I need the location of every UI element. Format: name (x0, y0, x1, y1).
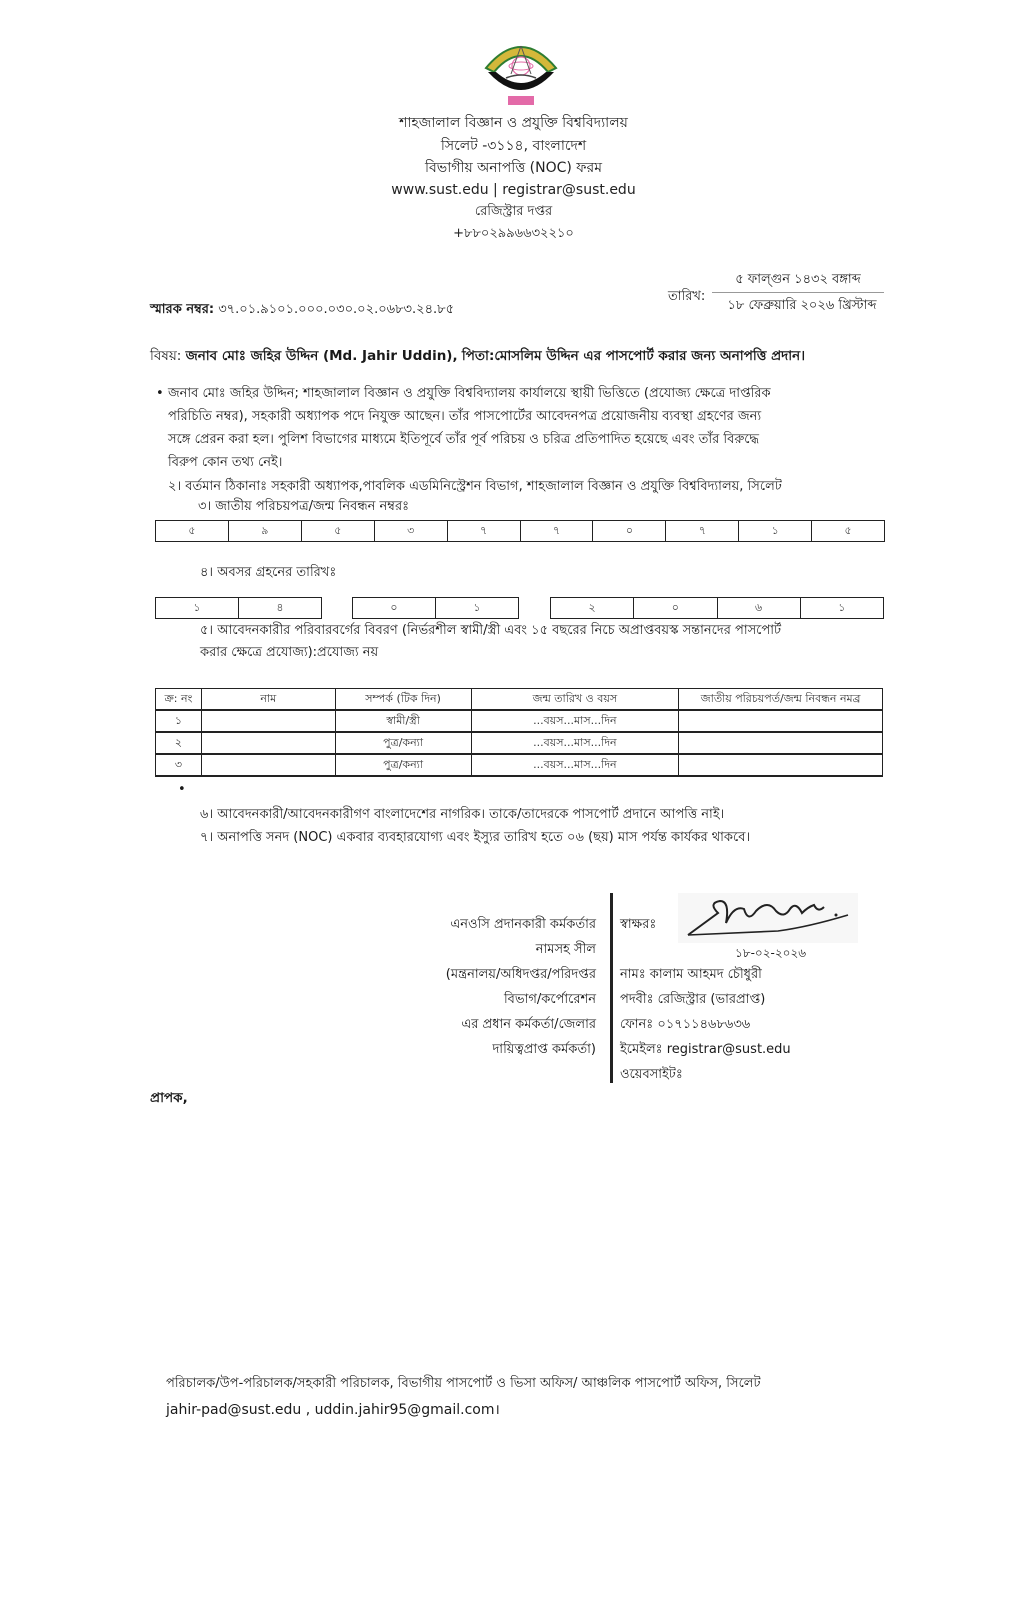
cell-dob: ...বয়স...মাস...দিন (471, 732, 679, 754)
seal-line: এর প্রধান কর্মকর্তা/জেলার (461, 1017, 596, 1032)
cell-relation: পুত্র/কন্যা (335, 732, 471, 754)
retire-year-digit: ০ (634, 598, 717, 618)
subject-rest: পিতা:মোসলিম উদ্দিন এর পাসপোর্ট করার জন্য অনাপত্তি প্রদান। (461, 348, 806, 364)
retire-month-digit: ০ (353, 598, 436, 618)
retire-day-digit: ১ (156, 598, 239, 618)
cell-serial: ৩ (156, 754, 202, 776)
table-row (156, 732, 883, 754)
bullet-icon: • (156, 386, 164, 401)
retirement-month-boxes (352, 597, 519, 619)
nid-digit: ০ (593, 521, 666, 541)
item-6-citizenship: ৬। আবেদনকারী/আবেদনকারীগণ বাংলাদেশের নাগরিক। তাকে/তাদেরকে পাসপোর্ট প্রদানে আপত্তি নাই। (200, 807, 725, 822)
paragraph-1-line: পরিচিতি নম্বর), সহকারী অধ্যাপক পদে নিযুক্ত আছেন। তাঁর পাসপোর্টের আবেদনপত্র প্রয়োজনীয় ব্যবস্থা গ্রহণের জন্য (168, 409, 762, 424)
seal-line: দায়িত্বপ্রাপ্ত কর্মকর্তা) (492, 1042, 596, 1057)
subject-label: বিষয়: (150, 348, 182, 364)
memo-number (150, 300, 454, 321)
nid-digit: ৭ (666, 521, 739, 541)
retire-day-digit: ৪ (276, 601, 284, 614)
seal-line: (মন্ত্রনালয়/অধিদপ্তর/পরিদপ্তর (445, 967, 596, 982)
retire-year-digit: ৬ (718, 598, 801, 618)
signatory-designation: পদবীঃ রেজিস্ট্রার (ভারপ্রাপ্ত) (620, 992, 766, 1007)
university-address: সিলেট -৩১১৪, বাংলাদেশ (440, 138, 587, 154)
office-phone: +৮৮০২৯৯৬৬৩২২১০ (453, 226, 574, 241)
nid-digit: ৫ (844, 524, 852, 537)
nid-number-boxes (155, 520, 885, 542)
issuing-officer-seal-label (400, 912, 596, 1062)
seal-line: বিভাগ/কর্পোরেশন (503, 992, 596, 1007)
seal-line: এনওসি প্রদানকারী কর্মকর্তার (450, 917, 596, 932)
item-4-retirement-label: ৪। অবসর গ্রহনের তারিখঃ (200, 565, 337, 580)
table-header-row (156, 689, 883, 711)
paragraph-1-line: বিরুপ কোন তথ্য নেই। (168, 455, 283, 470)
cell-name[interactable] (201, 710, 335, 732)
retirement-day-boxes (155, 597, 322, 619)
retire-year-digit: ১ (838, 601, 846, 614)
col-header-name: নাম (201, 689, 335, 711)
table-row (156, 754, 883, 776)
memo-label: স্মারক নম্বর: (150, 302, 215, 317)
paragraph-1 (156, 383, 888, 406)
signatory-email[interactable]: ইমেইলঃ registrar@sust.edu (620, 1042, 791, 1057)
recipient-office: পরিচালক/উপ-পরিচালক/সহকারী পরিচালক, বিভাগীয় পাসপোর্ট ও ভিসা অফিস/ আঞ্চলিক পাসপোর্ট অফিস, সিলেট (166, 1376, 761, 1391)
form-title: বিভাগীয় অনাপত্তি (NOC) ফরম (424, 160, 603, 176)
date-gregorian: ১৮ ফেব্রুয়ারি ২০২৬ খ্রিস্টাব্দ (727, 298, 877, 313)
cell-relation: স্বামী/স্ত্রী (335, 710, 471, 732)
signature-divider (610, 893, 613, 1083)
table-row (156, 710, 883, 732)
item-7-validity: ৭। অনাপত্তি সনদ (NOC) একবার ব্যবহারযোগ্য এবং ইস্যুর তারিখ হতে ০৬ (ছয়) মাস পর্যন্ত কার্যকর থাকবে। (200, 830, 751, 845)
university-name: শাহজালাল বিজ্ঞান ও প্রযুক্তি বিশ্ববিদ্যালয় (399, 115, 628, 131)
cell-name[interactable] (201, 754, 335, 776)
signature-label: স্বাক্ষরঃ (620, 917, 657, 932)
bullet-icon: • (178, 782, 186, 797)
paragraph-1-line: সঙ্গে প্রেরন করা হল। পুলিশ বিভাগের মাধ্যমে ইতিপূর্বে তাঁর পূর্ব পরিচয় ও চরিত্র প্রতিপাদিত হয়েছে এবং তাঁর বিরুদ্ধে (168, 432, 760, 447)
subject-line (150, 345, 805, 368)
col-header-dob: জন্ম তারিখ ও বয়স (471, 689, 679, 711)
nid-digit: ৯ (229, 521, 302, 541)
paragraph-1-line: জনাব মোঃ জহির উদ্দিন; শাহজালাল বিজ্ঞান ও প্রযুক্তি বিশ্ববিদ্যালয় কার্যালয়ে স্থায়ী ভিত্তিতে (প্রযোজ্য ক্ষেত্রে দাপ্তরিক (168, 386, 771, 401)
date-bangla: ৫ ফাল্গুন ১৪৩২ বঙ্গাব্দ (712, 270, 884, 293)
item-5-line-1: ৫। আবেদনকারীর পরিবারবর্গের বিবরণ (নির্ভরশীল স্বামী/স্ত্রী এবং ১৫ বছরের নিচে অপ্রাপ্তবয়স্ক সন্তানদের পাসপোর্ট (200, 623, 782, 638)
signatory-name: নামঃ কালাম আহমদ চৌধুরী (620, 967, 762, 982)
nid-digit: ৭ (448, 521, 521, 541)
cell-serial: ১ (156, 710, 202, 732)
col-header-nid: জাতীয় পরিচয়পর্ত/জন্ম নিবন্ধন নমব্র (679, 689, 883, 711)
col-header-serial: ক্র: নং (156, 689, 202, 711)
item-3-nid-label: ৩। জাতীয় পরিচয়পত্র/জন্ম নিবন্ধন নম্বরঃ (198, 499, 410, 514)
item-5-line-2: করার ক্ষেত্রে প্রযোজ্য):প্রযোজ্য নয় (200, 645, 379, 660)
family-table (155, 688, 883, 777)
signature-date: ১৮-০২-২০২৬ (735, 946, 807, 960)
cell-dob: ...বয়স...মাস...দিন (471, 754, 679, 776)
retire-month-digit: ১ (473, 601, 481, 614)
recipient-label: প্রাপক, (150, 1090, 188, 1106)
retirement-year-boxes (550, 597, 884, 619)
web-email-line[interactable]: www.sust.edu | registrar@sust.edu (391, 182, 636, 198)
cell-nid[interactable] (679, 754, 883, 776)
cell-dob: ...বয়স...মাস...দিন (471, 710, 679, 732)
nid-digit: ৩ (375, 521, 448, 541)
item-2-address: ২। বর্তমান ঠিকানাঃ সহকারী অধ্যাপক,পাবলিক এডমিনিস্ট্রেশন বিভাগ, শাহজালাল বিজ্ঞান ও প্রযুক্তি বিশ্ববিদ্যালয়, সিলেট (168, 479, 782, 494)
cell-serial: ২ (156, 732, 202, 754)
date-label: তারিখ: (668, 289, 706, 304)
subject-name: জনাব মোঃ জহির উদ্দিন (Md. Jahir Uddin), (185, 348, 458, 364)
seal-line: নামসহ সীল (535, 942, 596, 957)
signatory-phone: ফোনঃ ০১৭১১৪৬৮৬৩৬ (620, 1017, 751, 1032)
nid-digit: ৫ (302, 521, 375, 541)
university-logo (478, 28, 564, 108)
nid-digit: ৫ (156, 521, 229, 541)
cell-nid[interactable] (679, 732, 883, 754)
memo-value: ৩৭.০১.৯১০১.০০০.০৩০.০২.০৬৮৩.২৪.৮৫ (218, 302, 455, 317)
cell-nid[interactable] (679, 710, 883, 732)
cell-relation: পুত্র/কন্যা (335, 754, 471, 776)
nid-digit: ৭ (521, 521, 594, 541)
retire-year-digit: ২ (551, 598, 634, 618)
cell-name[interactable] (201, 732, 335, 754)
signatory-details (620, 912, 791, 1087)
nid-digit: ১ (739, 521, 812, 541)
office-name: রেজিস্ট্রার দপ্তর (474, 204, 553, 219)
col-header-relation: সম্পর্ক (টিক দিন) (335, 689, 471, 711)
recipient-emails[interactable]: jahir-pad@sust.edu , uddin.jahir95@gmail.com। (166, 1402, 500, 1418)
signatory-website: ওয়েবসাইটঃ (620, 1067, 683, 1082)
